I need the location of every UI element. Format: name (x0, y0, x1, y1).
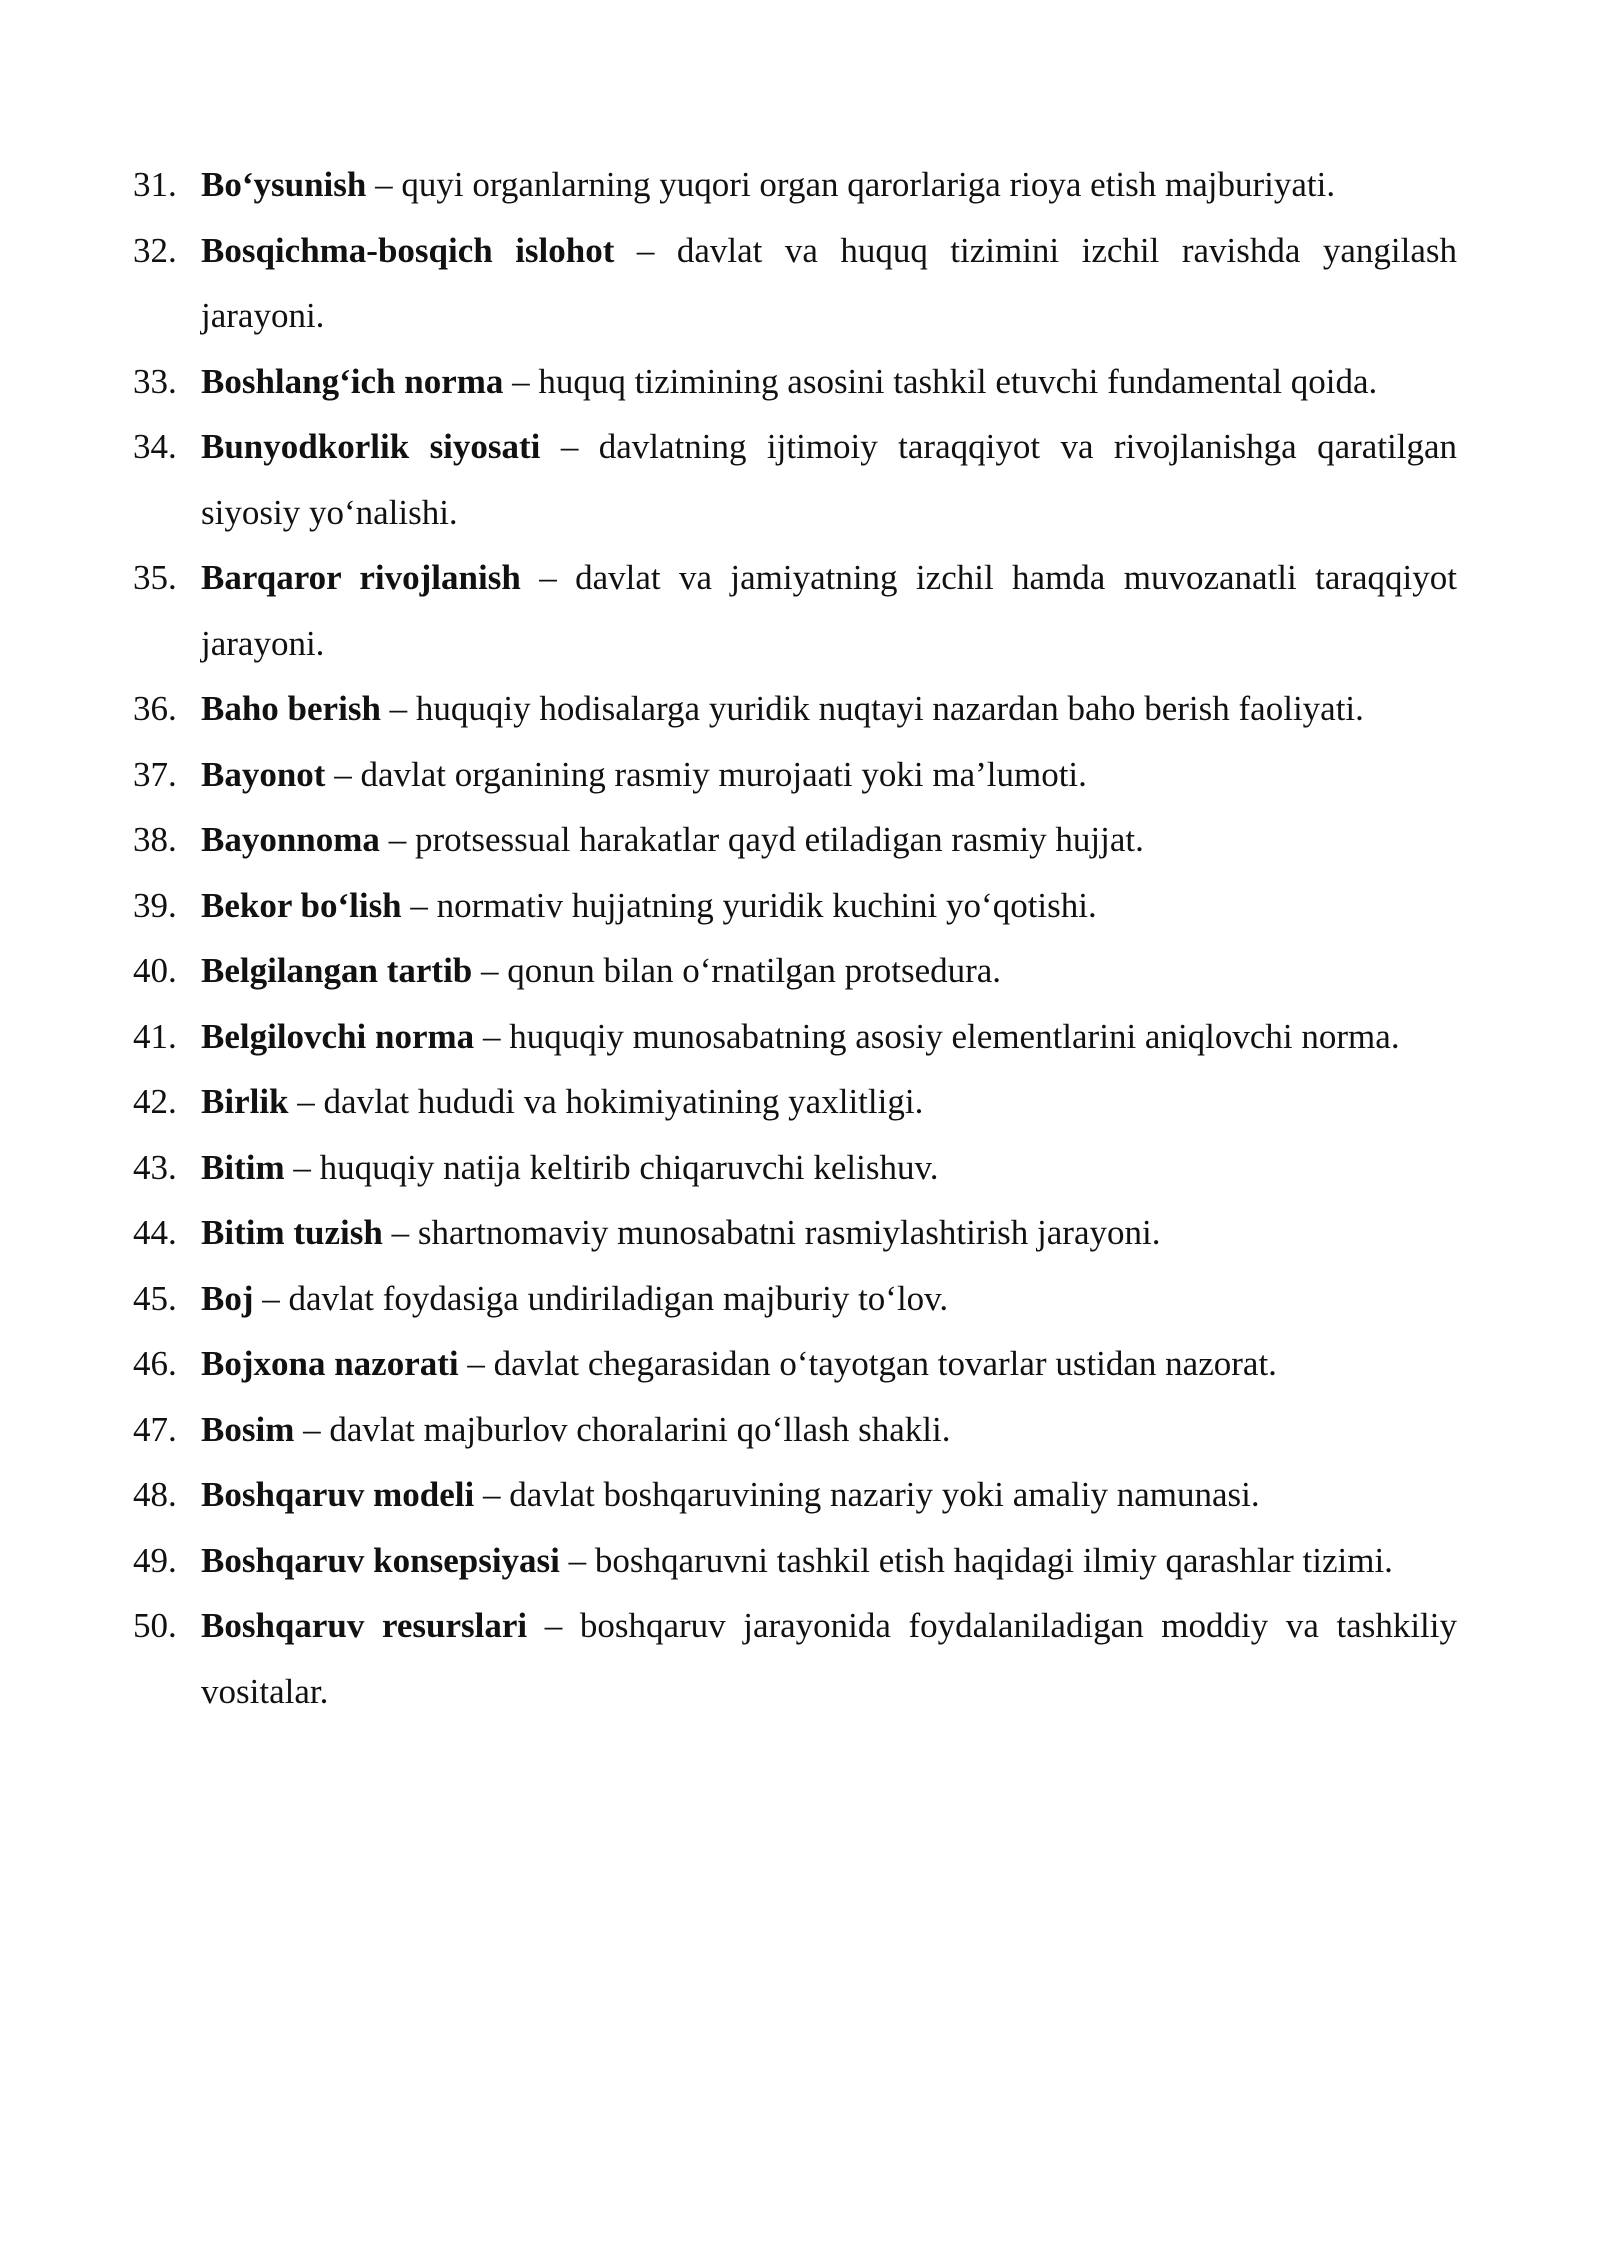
entry-definition: – protsessual harakatlar qayd etiladigan rasmiy hujjat. (379, 820, 1144, 859)
entry-definition: – huquqiy hodisalarga yuridik nuqtayi nazardan baho berish faoliyati. (380, 689, 1364, 728)
entry-number: 50. (133, 1606, 177, 1645)
entry-number: 37. (133, 754, 177, 794)
entry-term: Boshqaruv resurslari (201, 1606, 528, 1645)
entry-term: Bayonot (201, 754, 326, 794)
glossary-entry (133, 1331, 1457, 1397)
entry-number: 46. (133, 1344, 177, 1383)
glossary-entry (133, 1135, 1457, 1201)
entry-term: Bunyodkorlik siyosati (201, 427, 541, 466)
entry-definition: – davlat boshqaruvining nazariy yoki amaliy namunasi. (474, 1475, 1260, 1514)
entry-number: 44. (133, 1213, 177, 1252)
entry-number: 33. (133, 361, 177, 401)
entry-definition: – davlat hududi va hokimiyatining yaxlitligi. (288, 1082, 924, 1121)
entry-definition: – shartnomaviy munosabatni rasmiylashtirish jarayoni. (382, 1213, 1161, 1252)
entry-number: 43. (133, 1147, 177, 1187)
entry-number: 31. (133, 165, 177, 204)
glossary-entry (133, 1462, 1457, 1528)
glossary-entry (133, 1200, 1457, 1266)
glossary-entry (133, 1397, 1457, 1463)
glossary-entry (133, 742, 1457, 808)
entry-definition: – quyi organlarning yuqori organ qarorlariga rioya etish majburiyati. (366, 165, 1336, 204)
entry-definition: – davlat majburlov choralarini qo‘llash shakli. (294, 1409, 951, 1449)
entry-number: 38. (133, 820, 177, 859)
glossary-entry (133, 1004, 1457, 1070)
entry-definition: – boshqaruv jarayonida foydalaniladigan moddiy va tashkiliy vositalar. (201, 1606, 1458, 1711)
glossary-list (133, 152, 1457, 1724)
entry-term: Bitim (201, 1147, 285, 1187)
entry-definition: – huquqiy munosabatning asosiy elementlarini aniqlovchi norma. (474, 1016, 1400, 1056)
entry-definition: – davlatning ijtimoiy taraqqiyot va rivojlanishga qaratilgan siyosiy yo‘nalishi. (201, 427, 1457, 532)
entry-number: 35. (133, 558, 177, 597)
entry-number: 45. (133, 1278, 177, 1318)
entry-number: 32. (133, 230, 177, 270)
entry-term: Baho berish (201, 689, 381, 728)
glossary-entry (133, 938, 1457, 1004)
entry-term: Bayonnoma (201, 820, 380, 859)
entry-definition: – qonun bilan o‘rnatilgan protsedura. (472, 951, 1002, 990)
entry-number: 40. (133, 951, 177, 990)
entry-term: Boshqaruv konsepsiyasi (201, 1540, 560, 1580)
entry-term: Barqaror rivojlanish (201, 558, 521, 597)
entry-number: 34. (133, 427, 177, 466)
entry-number: 39. (133, 885, 177, 925)
entry-number: 48. (133, 1475, 177, 1514)
entry-number: 41. (133, 1016, 177, 1056)
entry-term: Bo‘ysunish (201, 165, 367, 204)
glossary-entry (133, 349, 1457, 415)
entry-term: Boj (201, 1278, 254, 1318)
entry-number: 36. (133, 689, 177, 728)
glossary-entry (133, 807, 1457, 873)
glossary-entry (133, 676, 1457, 742)
glossary-entry (133, 414, 1457, 545)
glossary-entry (133, 1266, 1457, 1332)
entry-definition: – davlat foydasiga undiriladigan majburiy to‘lov. (253, 1278, 949, 1318)
entry-term: Birlik (201, 1082, 289, 1121)
entry-term: Bosim (201, 1409, 295, 1449)
entry-definition: – davlat organining rasmiy murojaati yoki ma’lumoti. (325, 754, 1087, 794)
glossary-entry (133, 545, 1457, 676)
glossary-entry (133, 152, 1457, 218)
entry-definition: – davlat va jamiyatning izchil hamda muvozanatli taraqqiyot jarayoni. (201, 558, 1457, 663)
entry-term: Bekor bo‘lish (201, 885, 402, 925)
glossary-entry (133, 1528, 1457, 1594)
entry-term: Bojxona nazorati (201, 1344, 459, 1383)
entry-term: Boshlang‘ich norma (201, 361, 504, 401)
entry-definition: – boshqaruvni tashkil etish haqidagi ilmiy qarashlar tizimi. (559, 1540, 1393, 1580)
entry-term: Belgilovchi norma (201, 1016, 475, 1056)
glossary-entry (133, 1069, 1457, 1135)
entry-definition: – davlat chegarasidan o‘tayotgan tovarlar ustidan nazorat. (458, 1344, 1277, 1383)
entry-term: Belgilangan tartib (201, 951, 473, 990)
glossary-entry (133, 873, 1457, 939)
entry-term: Bosqichma-bosqich islohot (201, 230, 615, 270)
entry-definition: – huquqiy natija keltirib chiqaruvchi kelishuv. (284, 1147, 939, 1187)
glossary-entry (133, 1593, 1457, 1724)
entry-definition: – davlat va huquq tizimini izchil ravishda yangilash jarayoni. (201, 230, 1457, 335)
entry-definition: – normativ hujjatning yuridik kuchini yo‘qotishi. (401, 885, 1097, 925)
entry-term: Boshqaruv modeli (201, 1475, 475, 1514)
entry-number: 49. (133, 1540, 177, 1580)
entry-number: 47. (133, 1409, 177, 1449)
glossary-entry (133, 218, 1457, 349)
entry-definition: – huquq tizimining asosini tashkil etuvchi fundamental qoida. (503, 361, 1378, 401)
entry-term: Bitim tuzish (201, 1213, 383, 1252)
entry-number: 42. (133, 1082, 177, 1121)
